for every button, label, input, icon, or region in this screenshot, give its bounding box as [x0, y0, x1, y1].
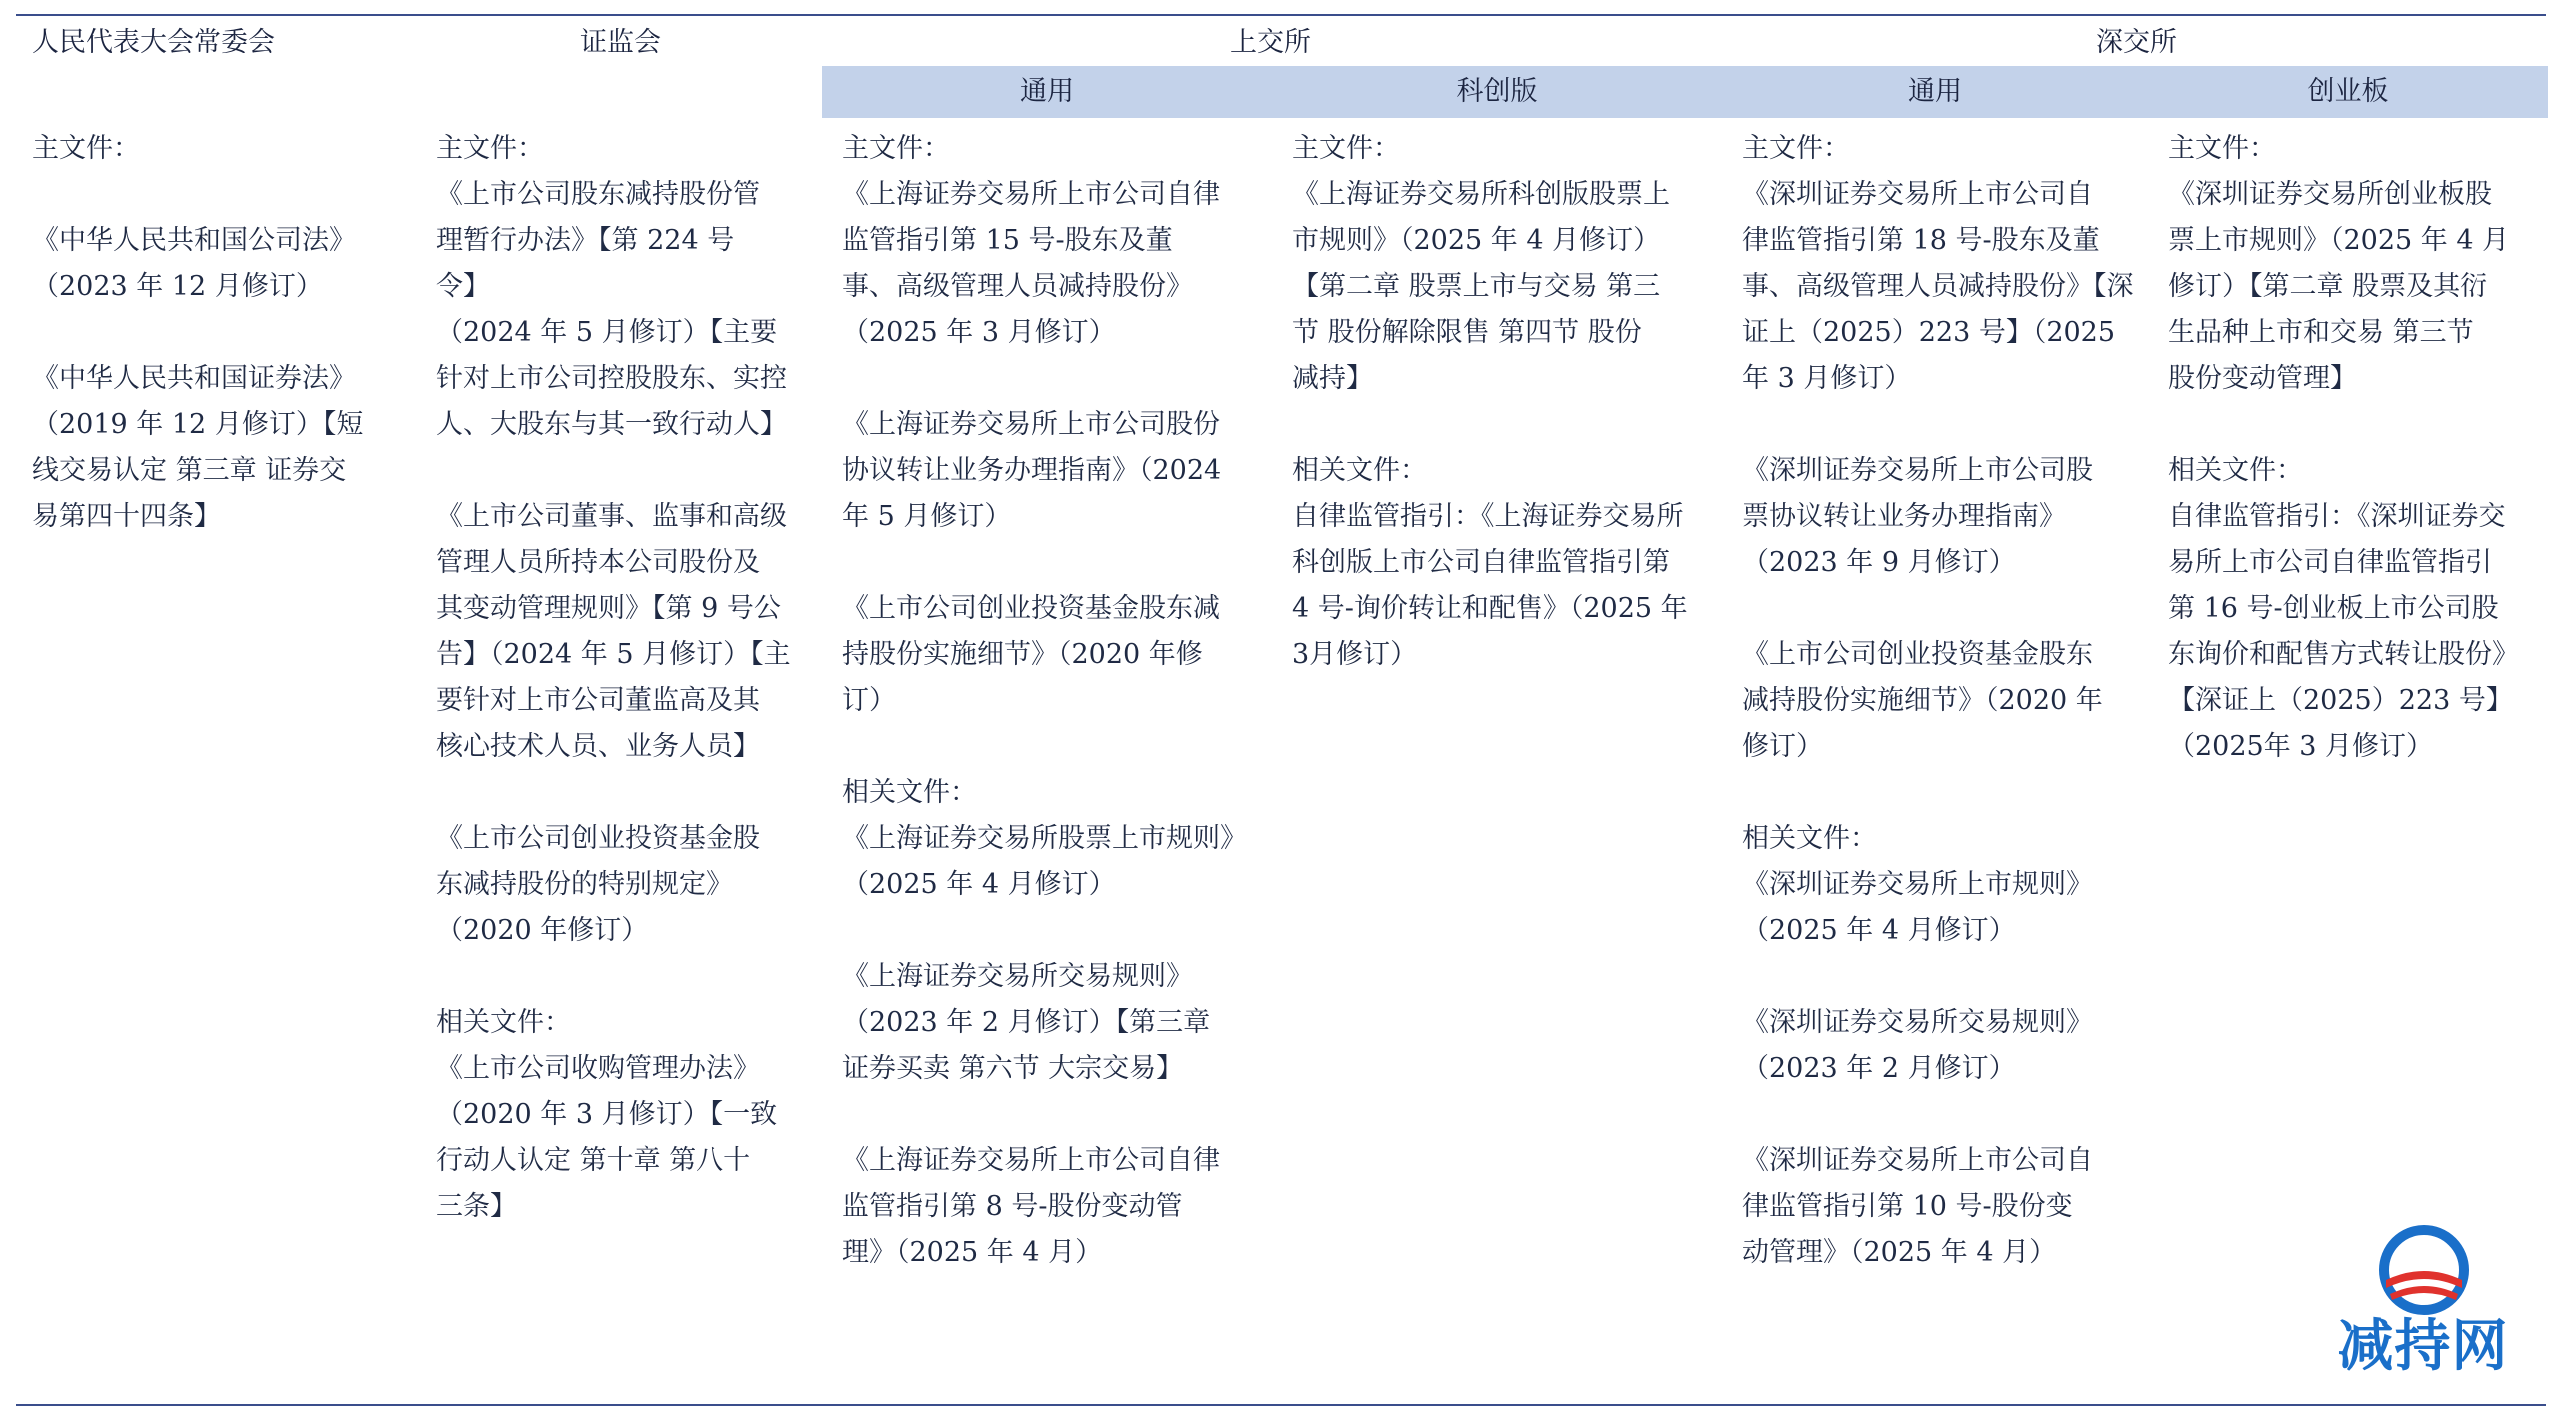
text-block: [1742, 126, 2142, 402]
text-block: [32, 356, 392, 540]
text-line: 第 16 号-创业板上市公司股: [2168, 593, 2499, 624]
text-line: （2020 年 3 月修订）【一致: [436, 1099, 778, 1130]
subheader-sse-star: 科创版: [1456, 76, 1538, 107]
text-block: [842, 770, 1272, 908]
text-line: （2019 年 12 月修订）【短: [32, 409, 364, 440]
text-line: 易第四十四条】: [32, 501, 221, 532]
text-line: 《上市公司创业投资基金股东: [1742, 639, 2093, 670]
text-line: 《深圳证券交易所交易规则》: [1742, 1007, 2093, 1038]
text-line: 生品种上市和交易 第三节: [2168, 317, 2474, 348]
header-szse: 深交所: [2096, 27, 2177, 58]
text-line: 主文件：: [842, 133, 950, 164]
column-szse-general: [1742, 126, 2142, 1322]
text-line: 相关文件：: [1292, 455, 1427, 486]
text-line: 《上市公司董事、监事和高级: [436, 501, 787, 532]
text-line: 《深圳证券交易所上市公司自: [1742, 1145, 2093, 1176]
text-line: 要针对上市公司董监高及其: [436, 685, 760, 716]
text-line: 《上海证券交易所科创版股票上: [1292, 179, 1670, 210]
text-line: 主文件：: [1742, 133, 1850, 164]
text-line: 人、大股东与其一致行动人】: [436, 409, 787, 440]
text-line: 律监管指引第 10 号-股份变: [1742, 1191, 2073, 1222]
text-line: 动管理》（2025 年 4 月）: [1742, 1237, 2057, 1268]
column-szse-gem: [2168, 126, 2548, 816]
text-line: 《上海证券交易所上市公司股份: [842, 409, 1220, 440]
text-line: 针对上市公司控股股东、实控: [436, 363, 787, 394]
text-line: 东减持股份的特别规定》: [436, 869, 733, 900]
text-line: 东询价和配售方式转让股份》: [2168, 639, 2519, 670]
text-block: [842, 586, 1272, 724]
text-block: [842, 1138, 1272, 1276]
text-line: （2023 年 12 月修订）: [32, 271, 323, 302]
text-line: 【深证上（2025）223 号】: [2168, 685, 2513, 716]
text-line: （2020 年修订）: [436, 915, 649, 946]
text-line: （2023 年 2 月修订）: [1742, 1053, 2016, 1084]
subheader-szse-gem: 创业板: [2307, 76, 2389, 107]
text-block: [436, 1000, 816, 1230]
text-line: 《上市公司股东减持股份管: [436, 179, 760, 210]
text-line: 减持股份实施细节》（2020 年: [1742, 685, 2103, 716]
text-line: 主文件：: [2168, 133, 2276, 164]
text-line: 《上市公司创业投资基金股: [436, 823, 760, 854]
text-line: 修订）【第二章 股票及其衍: [2168, 271, 2488, 302]
text-line: 协议转让业务办理指南》（2024: [842, 455, 1222, 486]
text-line: 减持】: [1292, 363, 1373, 394]
text-line: 管理人员所持本公司股份及: [436, 547, 760, 578]
text-block: [436, 816, 816, 954]
text-block: [32, 126, 392, 172]
text-block: [1292, 448, 1722, 678]
text-block: [1742, 632, 2142, 770]
text-line: 票协议转让业务办理指南》: [1742, 501, 2066, 532]
text-line: （2025 年 3 月修订）: [842, 317, 1116, 348]
text-block: [842, 126, 1272, 356]
text-line: 告】（2024 年 5 月修订）【主: [436, 639, 791, 670]
text-line: 节 股份解除限售 第四节 股份: [1292, 317, 1642, 348]
text-line: 自律监管指引：《深圳证券交: [2168, 501, 2506, 532]
text-line: 《深圳证券交易所上市公司股: [1742, 455, 2093, 486]
text-block: [436, 494, 816, 770]
text-line: 订）: [842, 685, 896, 716]
column-npc: [32, 126, 392, 586]
circle-wave-logo-icon: [2376, 1222, 2472, 1318]
text-line: 《上海证券交易所交易规则》: [842, 961, 1193, 992]
text-line: 令】: [436, 271, 490, 302]
text-line: 科创版上市公司自律监管指引第: [1292, 547, 1670, 578]
text-line: 股份变动管理】: [2168, 363, 2357, 394]
text-line: 自律监管指引：《上海证券交易所: [1292, 501, 1684, 532]
text-line: 相关文件：: [842, 777, 977, 808]
text-block: [32, 218, 392, 310]
text-line: 相关文件：: [1742, 823, 1877, 854]
text-block: [2168, 126, 2548, 402]
header-sse: 上交所: [1230, 27, 1311, 58]
subheader-szse-general: 通用: [1908, 76, 1962, 107]
text-line: 理》（2025 年 4 月）: [842, 1237, 1103, 1268]
text-line: 《上海证券交易所上市公司自律: [842, 1145, 1220, 1176]
text-line: 事、高级管理人员减持股份》: [842, 271, 1193, 302]
column-sse-general: [842, 126, 1272, 1322]
text-line: （2024 年 5 月修订）【主要: [436, 317, 778, 348]
text-line: 易所上市公司自律监管指引: [2168, 547, 2492, 578]
header-npc: 人民代表大会常委会: [32, 27, 275, 58]
text-line: 修订）: [1742, 731, 1823, 762]
text-line: 持股份实施细节》（2020 年修: [842, 639, 1203, 670]
text-line: （2023 年 9 月修订）: [1742, 547, 2016, 578]
text-block: [1742, 816, 2142, 954]
column-sse-star: [1292, 126, 1722, 724]
text-line: 相关文件：: [2168, 455, 2303, 486]
text-block: [842, 954, 1272, 1092]
text-line: 《上市公司创业投资基金股东减: [842, 593, 1220, 624]
text-line: 《深圳证券交易所上市公司自: [1742, 179, 2093, 210]
text-line: 线交易认定 第三章 证券交: [32, 455, 347, 486]
text-line: 核心技术人员、业务人员】: [436, 731, 760, 762]
text-line: 票上市规则》（2025 年 4 月: [2168, 225, 2510, 256]
text-line: （2025 年 4 月修订）: [1742, 915, 2016, 946]
text-line: 3月修订）: [1292, 639, 1418, 670]
text-line: 三条】: [436, 1191, 517, 1222]
text-line: 主文件：: [32, 133, 140, 164]
text-line: 监管指引第 8 号-股份变动管: [842, 1191, 1183, 1222]
text-line: 4 号-询价转让和配售》（2025 年: [1292, 593, 1688, 624]
text-line: 主文件：: [436, 133, 544, 164]
text-line: （2023 年 2 月修订）【第三章: [842, 1007, 1211, 1038]
text-line: 证上（2025）223 号】（2025: [1742, 317, 2116, 348]
text-block: [1292, 126, 1722, 402]
text-block: [1742, 1000, 2142, 1092]
text-line: 《上市公司收购管理办法》: [436, 1053, 760, 1084]
text-line: 年 5 月修订）: [842, 501, 1012, 532]
text-block: [436, 126, 816, 448]
text-line: 《深圳证券交易所创业板股: [2168, 179, 2492, 210]
text-line: 证券买卖 第六节 大宗交易】: [842, 1053, 1184, 1084]
text-line: 【第二章 股票上市与交易 第三: [1292, 271, 1661, 302]
text-block: [2168, 448, 2548, 770]
text-line: 理暂行办法》【第 224 号: [436, 225, 735, 256]
text-line: （2025年 3 月修订）: [2168, 731, 2434, 762]
text-line: 相关文件：: [436, 1007, 571, 1038]
text-block: [1742, 448, 2142, 586]
text-line: 《深圳证券交易所上市规则》: [1742, 869, 2093, 900]
column-csrc: [436, 126, 816, 1276]
text-line: 年 3 月修订）: [1742, 363, 1912, 394]
top-rule: [16, 14, 2546, 16]
text-line: 行动人认定 第十章 第八十: [436, 1145, 751, 1176]
text-line: 《中华人民共和国公司法》: [32, 225, 356, 256]
text-line: （2025 年 4 月修订）: [842, 869, 1116, 900]
text-line: 主文件：: [1292, 133, 1400, 164]
subheader-sse-general: 通用: [1020, 76, 1074, 107]
text-line: 律监管指引第 18 号-股东及董: [1742, 225, 2100, 256]
text-line: 监管指引第 15 号-股东及董: [842, 225, 1173, 256]
watermark-logo: [2328, 1222, 2518, 1382]
header-csrc: 证监会: [580, 27, 661, 58]
text-line: 《中华人民共和国证券法》: [32, 363, 356, 394]
text-line: 《上海证券交易所股票上市规则》: [842, 823, 1247, 854]
text-line: 市规则》（2025 年 4 月修订）: [1292, 225, 1661, 256]
text-line: 其变动管理规则》【第 9 号公: [436, 593, 781, 624]
text-block: [1742, 1138, 2142, 1276]
text-line: 事、高级管理人员减持股份》【深: [1742, 271, 2134, 302]
bottom-rule: [16, 1404, 2546, 1406]
text-line: 《上海证券交易所上市公司自律: [842, 179, 1220, 210]
logo-text: 减持网: [2337, 1314, 2509, 1379]
text-block: [842, 402, 1272, 540]
